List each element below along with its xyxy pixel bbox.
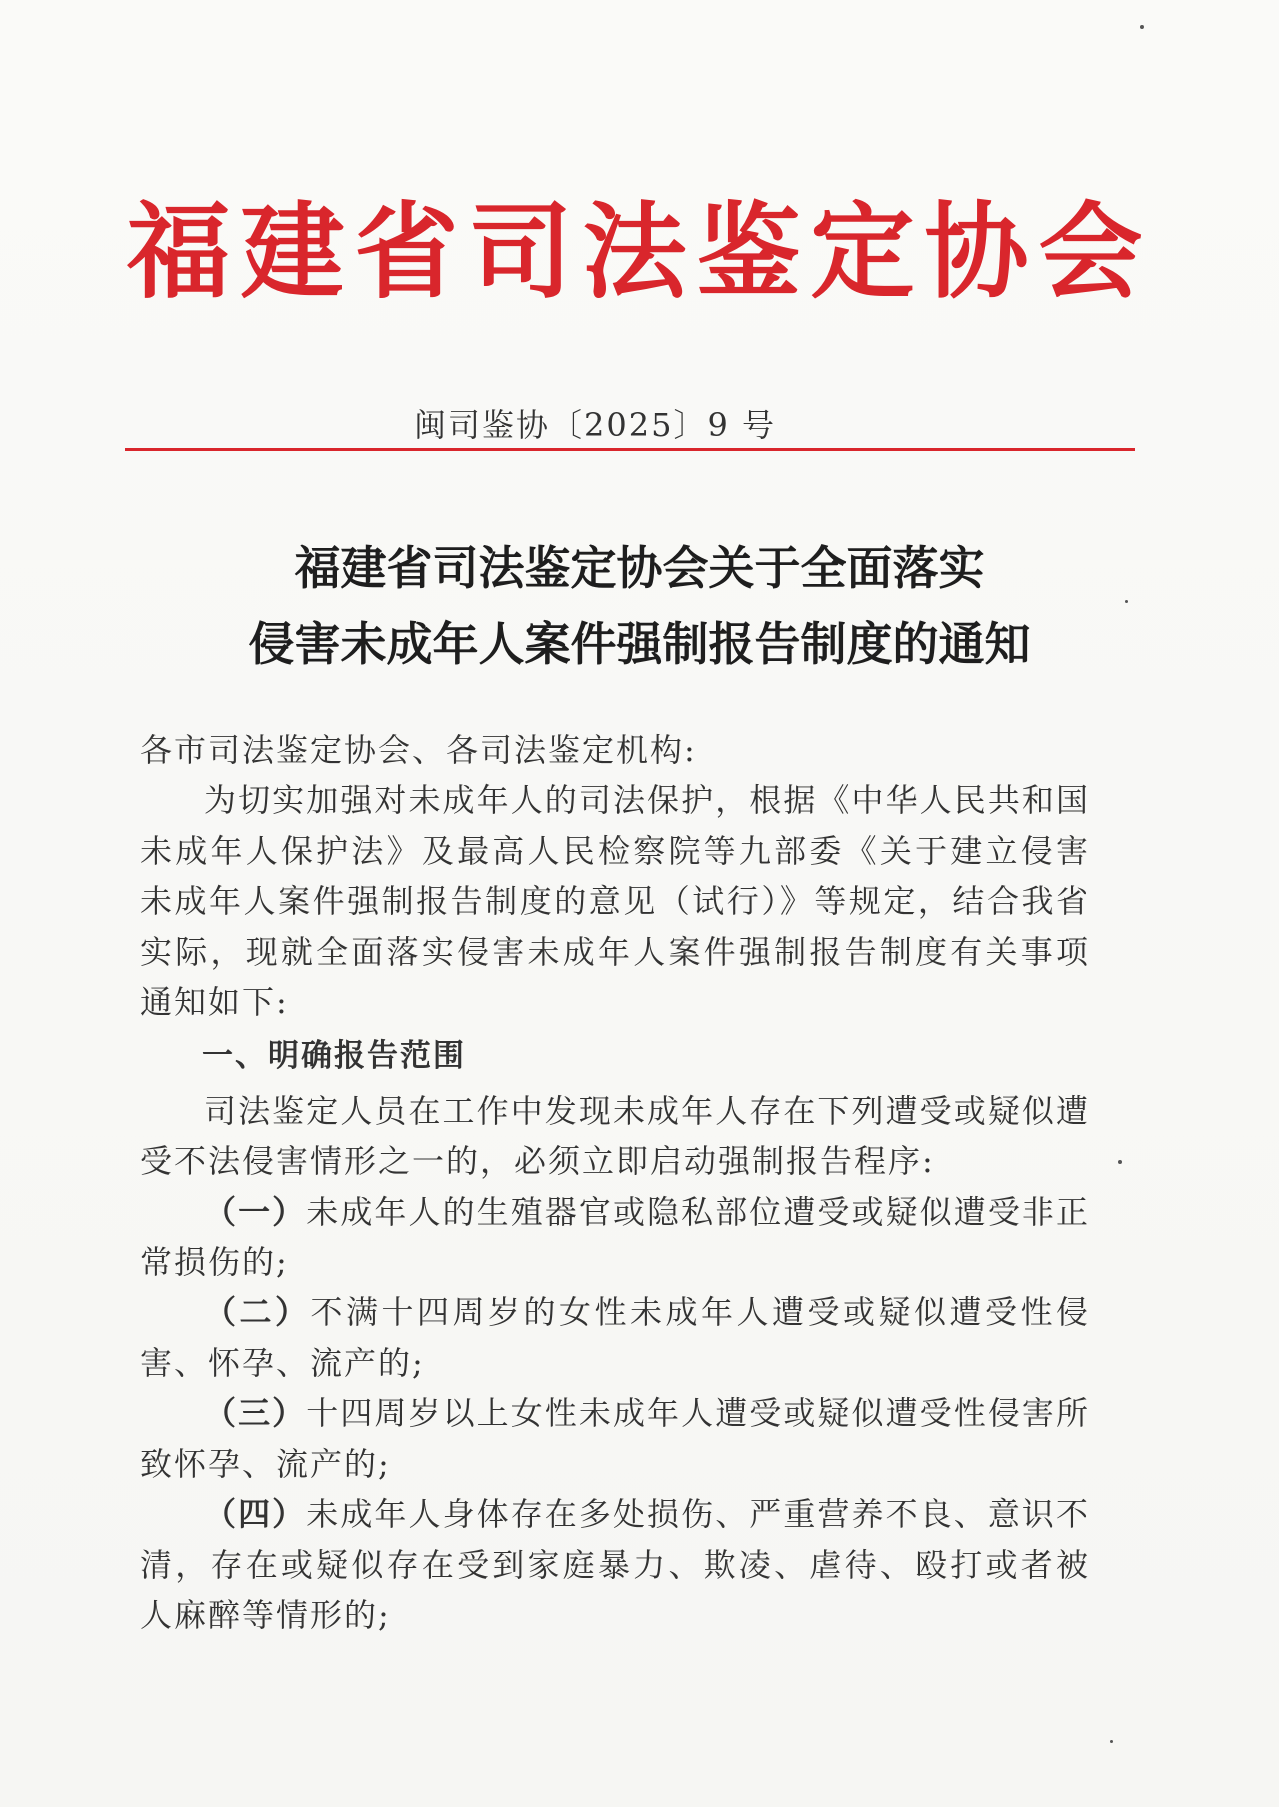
scan-speck — [1110, 1740, 1113, 1743]
salutation: 各市司法鉴定协会、各司法鉴定机构: — [140, 731, 697, 769]
list-item-text: 不满十四周岁的女性未成年人遭受或疑似遭受性侵害、怀孕、流产的; — [140, 1293, 1090, 1382]
list-item — [140, 1489, 1090, 1640]
list-item-label: （一） — [204, 1192, 307, 1231]
title-line-2: 侵害未成年人案件强制报告制度的通知 — [248, 617, 1031, 671]
document-title — [0, 530, 1279, 682]
issuing-organization-header: 福建省司法鉴定协会 — [126, 191, 1153, 313]
document-body — [140, 725, 1090, 1640]
list-item — [140, 1187, 1090, 1288]
list-item-label: （三） — [204, 1394, 307, 1433]
section-heading: 一、明确报告范围 — [202, 1038, 466, 1075]
document-number: 闽司鉴协〔2025〕9 号 — [414, 406, 776, 444]
list-item-text: 未成年人身体存在多处损伤、严重营养不良、意识不清，存在或疑似存在受到家庭暴力、欺凌、虐待、殴打或者被人麻醉等情形的; — [140, 1495, 1090, 1634]
list-item-label: （二） — [204, 1293, 311, 1332]
intro-paragraph: 为切实加强对未成年人的司法保护，根据《中华人民共和国未成年人保护法》及最高人民检察院等九部委《关于建立侵害未成年人案件强制报告制度的意见（试行）》等规定，结合我省实际，现就全面落实侵害未成年人案件强制报告制度有关事项通知如下: — [140, 781, 1090, 1022]
title-line-1: 福建省司法鉴定协会关于全面落实 — [294, 541, 985, 595]
scan-speck — [1140, 25, 1144, 29]
scan-speck — [1125, 600, 1128, 603]
list-item-text: 未成年人的生殖器官或隐私部位遭受或疑似遭受非正常损伤的; — [140, 1192, 1090, 1282]
list-item — [140, 1287, 1090, 1388]
list-item — [140, 1388, 1090, 1489]
scan-speck — [1118, 1160, 1122, 1164]
red-divider-line — [125, 448, 1135, 451]
list-item-text: 十四周岁以上女性未成年人遭受或疑似遭受性侵害所致怀孕、流产的; — [140, 1394, 1090, 1483]
section-intro-paragraph: 司法鉴定人员在工作中发现未成年人存在下列遭受或疑似遭受不法侵害情形之一的，必须立即启动强制报告程序: — [140, 1091, 1090, 1181]
list-item-label: （四） — [204, 1495, 307, 1534]
